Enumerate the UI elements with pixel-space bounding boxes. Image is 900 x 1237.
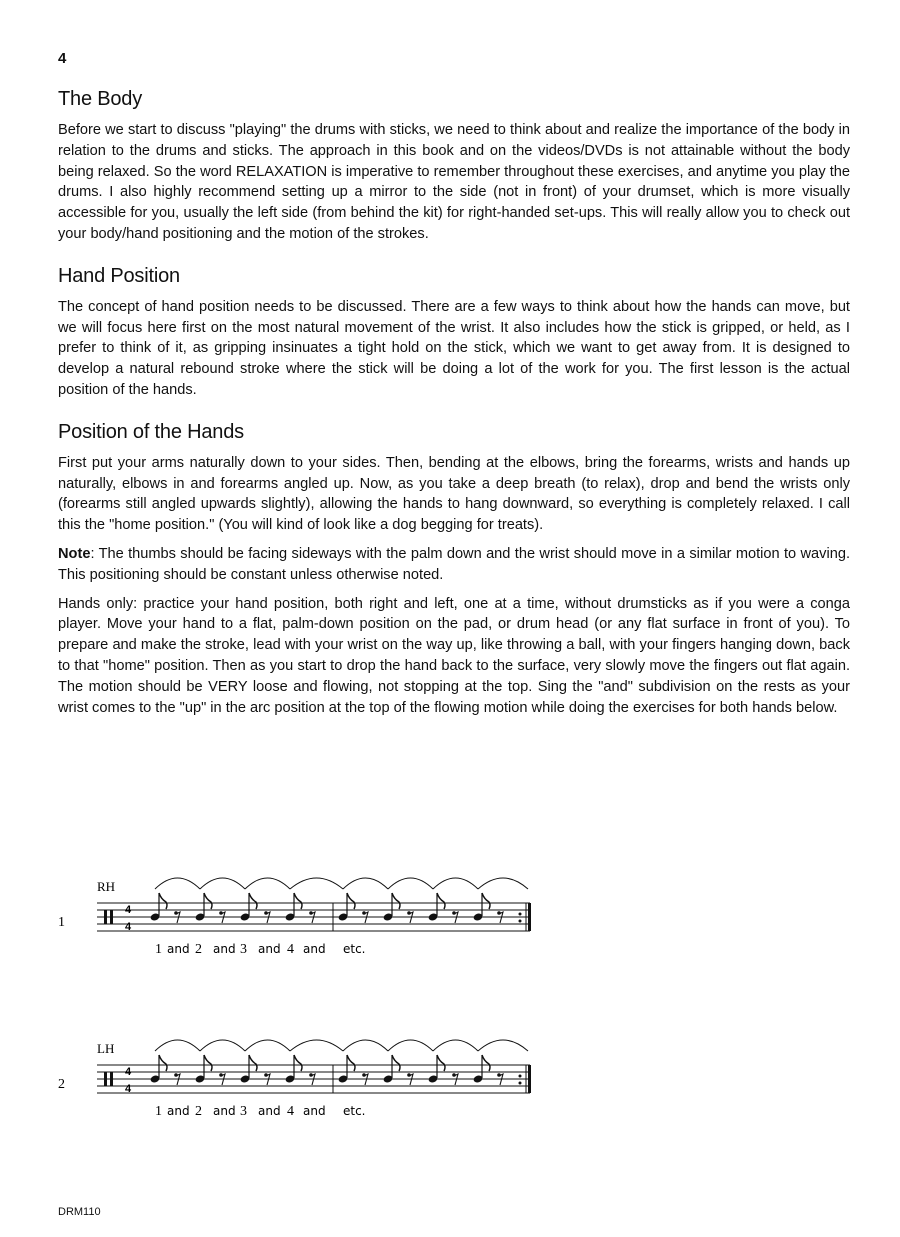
note-text: : The thumbs should be facing sideways with the palm down and the wrist should move in a similar motion to waving. This positioning should be constant unless otherwise noted.: [58, 545, 850, 583]
motion-arc: [290, 878, 343, 889]
heading-hand-position: Hand Position: [58, 264, 180, 287]
hand-label: RH: [97, 879, 116, 894]
repeat-dot: [519, 920, 522, 923]
percussion-clef: [104, 910, 107, 924]
repeat-dot: [519, 1082, 522, 1085]
count-label: 4: [287, 942, 294, 957]
note-flag: [437, 1055, 445, 1071]
repeat-dot: [519, 913, 522, 916]
motion-arc: [343, 1040, 388, 1051]
motion-arc: [200, 878, 245, 889]
heading-position-of-hands: Position of the Hands: [58, 420, 244, 443]
motion-arc: [245, 878, 290, 889]
time-sig-top: 4: [124, 1066, 132, 1078]
count-label: 1: [155, 1104, 162, 1119]
count-label: 3: [240, 1104, 247, 1119]
motion-arc: [433, 878, 478, 889]
note-flag: [392, 1055, 400, 1071]
motion-arc: [433, 1040, 478, 1051]
final-barline-thick: [528, 903, 531, 931]
hand-label: LH: [97, 1041, 115, 1056]
count-label: and: [303, 942, 326, 956]
motion-arc: [245, 1040, 290, 1051]
motion-arc: [388, 1040, 433, 1051]
exercise-number: 2: [58, 1077, 65, 1092]
note-flag: [294, 1055, 302, 1071]
motion-arc: [478, 878, 528, 889]
note-flag: [249, 893, 257, 909]
heading-the-body: The Body: [58, 88, 143, 110]
paragraph: First put your arms naturally down to your sides. Then, bending at the elbows, bring the forearms, wrists and hands up naturally, elbows in and forearms angled up. Now, as you take a deep breath (to relax), drop and bend the wrists only (forearms still angled upwards slightly), allowing the hands to hang downward, so everything is completely relaxed. I call this the "home position." (You will kind of look like a dog begging for treats).: [58, 454, 850, 534]
note-flag: [347, 1055, 355, 1071]
motion-arc: [290, 1040, 343, 1051]
note-flag: [249, 1055, 257, 1071]
final-barline-thick: [528, 1065, 531, 1093]
time-sig-bottom: 4: [124, 921, 132, 933]
motion-arc: [343, 878, 388, 889]
percussion-clef: [110, 910, 113, 924]
motion-arc: [388, 878, 433, 889]
count-label: etc.: [343, 942, 366, 956]
note-flag: [482, 1055, 490, 1071]
motion-arc: [478, 1040, 528, 1051]
footer-code: DRM110: [58, 1206, 101, 1218]
percussion-clef: [110, 1072, 113, 1086]
count-label: 3: [240, 942, 247, 957]
time-sig-top: 4: [124, 904, 132, 916]
note-label: Note: [58, 545, 91, 562]
motion-arc: [200, 1040, 245, 1051]
note-flag: [294, 893, 302, 909]
note-flag: [204, 1055, 212, 1071]
note-flag: [159, 1055, 167, 1071]
count-label: and: [213, 942, 236, 956]
count-label: and: [258, 942, 281, 956]
count-label: etc.: [343, 1104, 366, 1118]
note-flag: [437, 893, 445, 909]
paragraph: Before we start to discuss "playing" the drums with sticks, we need to think about and realize the importance of the body in relation to the drums and sticks. The approach in this book and on the videos/DVDs is not attainable without the body being relaxed. So the word RELAXATION is imperative to remember throughout these exercises, and anytime you play the drums. I also highly recommend setting up a mirror to the side (not in front) of your drumset, which is more visually accessible for you, usually the left side (from behind the kit) for right-handed set-ups. This will really allow you to check out your body/hand positioning and the motion of the strokes.: [58, 122, 850, 242]
percussion-clef: [104, 1072, 107, 1086]
note-flag: [204, 893, 212, 909]
motion-arc: [155, 1040, 200, 1051]
count-label: and: [213, 1104, 236, 1118]
paragraph: The concept of hand position needs to be discussed. There are a few ways to think about how the hands can move, but we will focus here first on the most natural movement of the wrist. It also includes how the stick is gripped, or held, as I prefer to think of it, as gripping insinuates a tight hold on the stick, which we want to get away from. It is designed to develop a natural rebound stroke where the stick will be doing a lot of the work for you. The first lesson is the actual position of the hands.: [58, 298, 850, 398]
note-flag: [482, 893, 490, 909]
count-label: and: [167, 942, 190, 956]
count-label: 2: [195, 1104, 202, 1119]
motion-arc: [155, 878, 200, 889]
note-flag: [347, 893, 355, 909]
page-number: 4: [58, 50, 67, 67]
repeat-dot: [519, 1075, 522, 1078]
exercise-number: 1: [58, 915, 65, 930]
time-sig-bottom: 4: [124, 1083, 132, 1095]
count-label: 4: [287, 1104, 294, 1119]
hands-only-paragraph: Hands only: practice your hand position, both right and left, one at a time, without drumsticks as if you were a conga player. Move your hand to a flat, palm-down position on the pad, or drum head (or any flat surface in front of you). To prepare and make the stroke, lead with your wrist on the way up, like throwing a ball, with your fingers hanging down, back to that "home" position. Then as you start to drop the hand back to the surface, very slowly move the fingers out flat again. The motion should be VERY loose and flowing, not stopping at the top. Sing the "and" subdivision on the rests as your wrist comes to the "up" in the arc position at the top of the flowing motion while doing the exercises for both hands below.: [58, 595, 850, 716]
count-label: and: [258, 1104, 281, 1118]
count-label: 2: [195, 942, 202, 957]
note-flag: [159, 893, 167, 909]
count-label: 1: [155, 942, 162, 957]
note-flag: [392, 893, 400, 909]
count-label: and: [167, 1104, 190, 1118]
count-label: and: [303, 1104, 326, 1118]
